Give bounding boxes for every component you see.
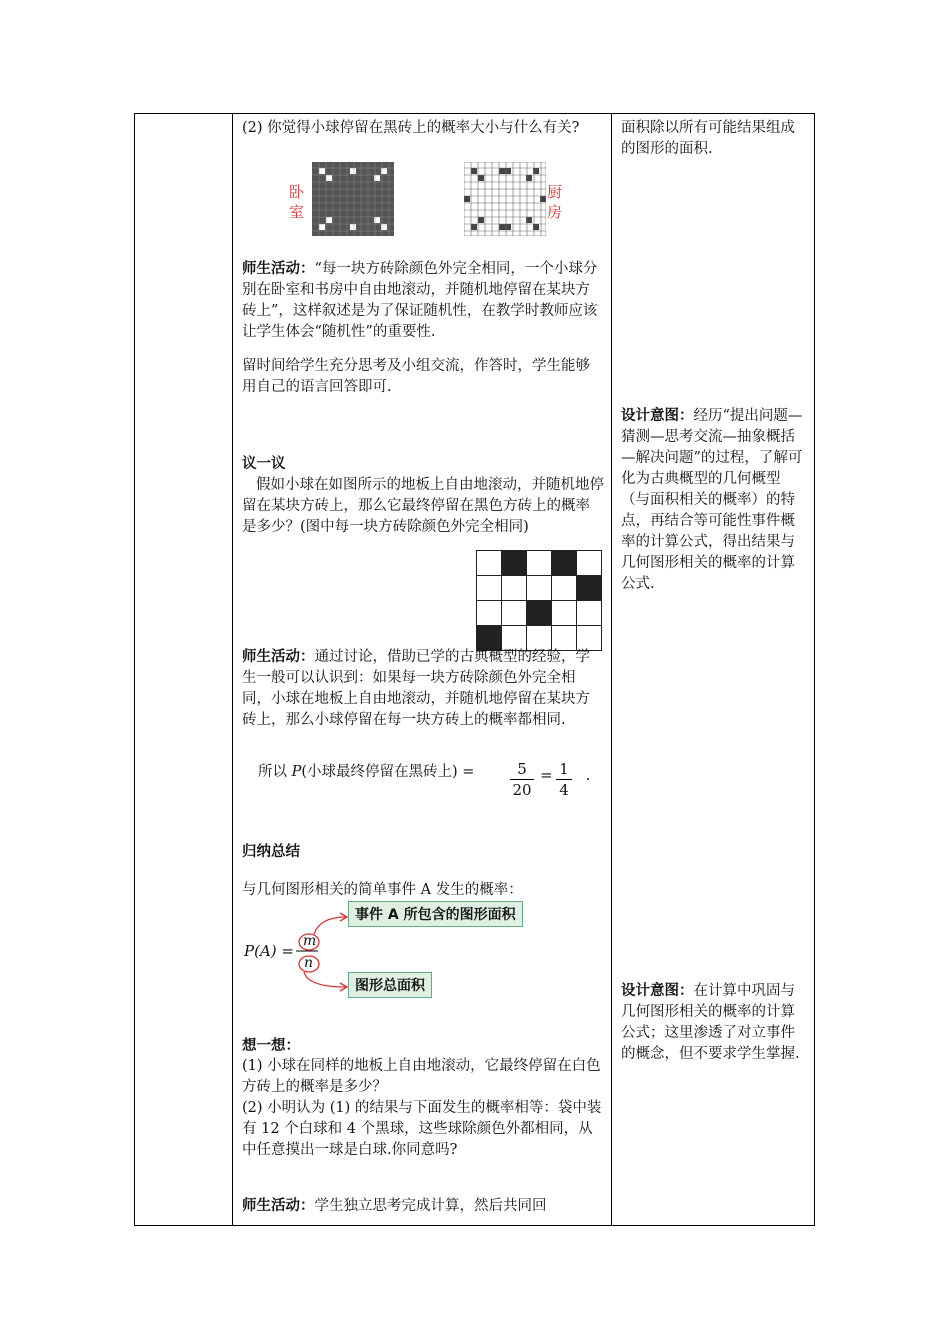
activity-1-note: 留时间给学生充分思考及小组交流，作答时，学生能够用自己的语言回答即可.: [242, 358, 590, 395]
activity-2-label: 师生活动：: [242, 649, 315, 665]
design-2-label: 设计意图：: [621, 983, 694, 999]
frac2-num: 1: [556, 759, 572, 780]
lesson-table: [134, 113, 815, 1226]
formula-end: .: [585, 766, 591, 784]
think-question-2: (2) 小明认为 (1) 的结果与下面发生的概率相等：袋中装有 12 个白球和 4 个黑球，这些球除颜色外都相同，从中任意摸出一球是白球.你同意吗?: [242, 1100, 602, 1158]
frac1-den: 20: [512, 781, 532, 799]
column-divider-1: [232, 114, 233, 1225]
activity-2-text: 通过讨论，借助已学的古典概型的经验，学生一般可以认识到：如果每一块方砖除颜色外完全相同，小球在地板上自由地滚动，并随机地停留在某块方砖上，那么小球停留在每一块方砖上的概率都相同.: [242, 649, 590, 728]
frac2-den: 4: [559, 781, 569, 799]
probability-arrows: [296, 909, 356, 999]
summary-title: 归纳总结: [242, 844, 300, 860]
kitchen-label: 厨房: [547, 183, 563, 221]
activity-3-label: 师生活动：: [242, 1198, 315, 1214]
formula-prefix: 所以: [258, 764, 292, 780]
design-2-text: 在计算中巩固与几何图形相关的概率的计算公式；这里渗透了对立事件的概念，但不要求学生掌握.: [621, 983, 800, 1062]
design-1-label: 设计意图：: [621, 408, 694, 424]
n-symbol: n: [304, 955, 314, 971]
column-divider-2: [611, 114, 612, 1225]
summary-text: 与几何图形相关的简单事件 A 发生的概率：: [242, 882, 523, 898]
area-event-box: 事件 A 所包含的图形面积: [348, 901, 523, 927]
fraction-5-20: [510, 759, 534, 800]
fraction-1-4: [556, 759, 572, 800]
formula-line: [258, 762, 474, 783]
activity-3: [242, 1196, 604, 1217]
think-question-1: (1) 小球在同样的地板上自由地滚动，它最终停留在白色方砖上的概率是多少？: [242, 1058, 601, 1095]
activity-3-text: 学生独立思考完成计算，然后共同回: [314, 1198, 547, 1214]
frac1-num: 5: [510, 759, 534, 780]
formula-p: P: [291, 764, 302, 780]
think-title: 想一想：: [242, 1038, 300, 1054]
m-symbol: m: [303, 933, 317, 949]
bedroom-label: 卧室: [289, 183, 305, 221]
activity-1-label: 师生活动：: [242, 261, 315, 277]
total-area-box: 图形总面积: [348, 972, 432, 998]
activity-1-text: “每一块方砖除颜色外完全相同，一个小球分别在卧室和书房中自由地滚动，并随机地停留在某块方砖上”，这样叙述是为了保证随机性，在教学时教师应该让学生体会“随机性”的重要性.: [242, 261, 598, 340]
right-top-text: 面积除以所有可能结果组成的图形的面积.: [621, 120, 795, 157]
design-intent-2: [621, 981, 809, 1065]
formula-event: (小球最终停留在黑砖上) =: [301, 764, 475, 780]
discuss-title: 议一议: [242, 456, 286, 472]
activity-1: [242, 259, 604, 343]
question-2: (2) 你觉得小球停留在黑砖上的概率大小与什么有关?: [242, 120, 580, 136]
floor-grid: [476, 550, 602, 651]
discuss-text: 假如小球在如图所示的地板上自由地滚动，并随机地停留在某块方砖上，那么它最终停留在黑色方砖上的概率是多少？(图中每一块方砖除颜色外完全相同): [242, 477, 604, 535]
pa-label: P(A) =: [244, 942, 294, 960]
design-1-text: 经历“提出问题—猜测—思考交流—抽象概括—解决问题”的过程，了解可化为古典概型的几何概型（与面积相关的概率）的特点，再结合等可能性事件概率的计算公式，得出结果与几何图形相关的概率的计算公式.: [621, 408, 803, 592]
equals-sign: =: [540, 766, 553, 784]
activity-2: [242, 647, 604, 731]
kitchen-tiles-figure: [464, 162, 546, 236]
design-intent-1: [621, 406, 809, 595]
bedroom-tiles-figure: [312, 162, 394, 236]
